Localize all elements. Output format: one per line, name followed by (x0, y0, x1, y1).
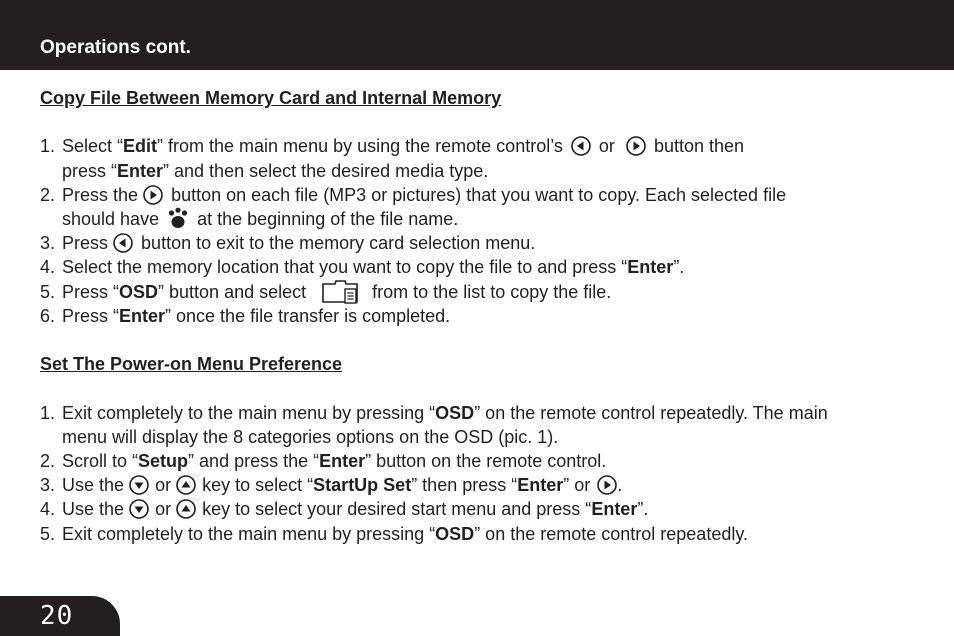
copy-file-steps (40, 134, 930, 328)
left-arrow-button-icon (571, 136, 591, 156)
list-item: 5. Press “OSD” button and select from to the list to copy the file. (40, 281, 612, 302)
list-item: 5. Exit completely to the main menu by pressing “OSD” on the remote control repeatedly. (40, 523, 749, 544)
list-item: 4. Select the memory location that you want to copy the file to and press “Enter”. (40, 257, 685, 278)
list-item: 6. Press “Enter” once the file transfer is completed. (40, 305, 451, 326)
up-arrow-button-icon (176, 475, 196, 495)
list-item: 2. Scroll to “Setup” and press the “Enter” button on the remote control. (40, 450, 607, 471)
header-bar (0, 0, 954, 70)
down-arrow-button-icon (129, 499, 149, 519)
list-item: 1. Exit completely to the main menu by pressing “OSD” on the remote control repeatedly. The main menu will display the 8 categories options on the OSD (pic. 1). (40, 402, 828, 447)
list-item: 3. Use the or key to select “StartUp Set” then press “Enter” or . (40, 475, 623, 496)
left-arrow-button-icon (113, 233, 133, 253)
page-content (40, 86, 930, 546)
section-title-copy-file: Copy File Between Memory Card and Internal Memory (40, 88, 502, 108)
right-arrow-button-icon (626, 136, 646, 156)
power-on-menu-steps (40, 401, 930, 546)
page-number: 20 (40, 601, 74, 631)
copy-file-icon (321, 280, 361, 304)
list-item: 2. Press the button on each file (MP3 or pictures) that you want to copy. Each selected file should have at the beginning of the file name. (40, 184, 787, 229)
down-arrow-button-icon (129, 475, 149, 495)
header-title: Operations cont. (40, 37, 191, 58)
right-arrow-button-icon (143, 185, 163, 205)
list-item: 3. Press button to exit to the memory card selection menu. (40, 233, 536, 254)
right-arrow-button-icon (597, 475, 617, 495)
list-item: 4. Use the or key to select your desired start menu and press “Enter”. (40, 499, 649, 520)
up-arrow-button-icon (176, 499, 196, 519)
paw-selection-mark-icon (167, 207, 189, 229)
section-title-power-on-menu: Set The Power-on Menu Preference (40, 354, 343, 375)
list-item: 1. Select “Edit” from the main menu by using the remote control’s or button then press “Enter” and then select the desired media type. (40, 136, 745, 181)
